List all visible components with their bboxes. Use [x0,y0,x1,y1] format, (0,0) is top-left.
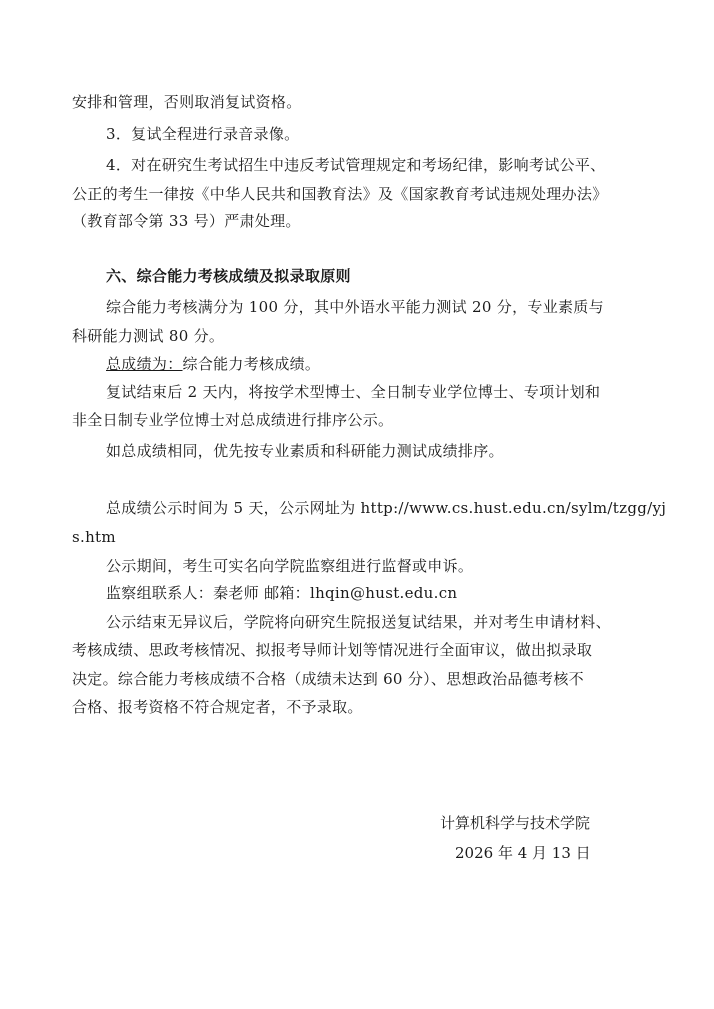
total-score-label: 总成绩为： [106,355,183,373]
section-heading: 六、综合能力考核成绩及拟录取原则 [106,267,351,285]
paragraph-line: 决定。综合能力考核成绩不合格（成绩未达到 60 分）、思想政治品德考核不 [72,670,584,688]
signature-org: 计算机科学与技术学院 [440,814,591,832]
paragraph-line: 如总成绩相同，优先按专业素质和科研能力测试成绩排序。 [106,442,504,460]
paragraph-line: 公正的考生一律按《中华人民共和国教育法》及《国家教育考试违规处理办法》 [72,185,608,203]
paragraph-line: 复试结束后 2 天内，将按学术型博士、全日制专业学位博士、专项计划和 [106,383,601,401]
paragraph-line: s.htm [72,528,116,546]
paragraph-line: 公示期间，考生可实名向学院监察组进行监督或申诉。 [106,557,474,575]
paragraph-line: 总成绩公示时间为 5 天，公示网址为 http://www.cs.hust.edu.cn/sylm/tzgg/yj [106,499,667,517]
paragraph-line: 3．复试全程进行录音录像。 [106,125,300,143]
paragraph-line: 公示结束无异议后，学院将向研究生院报送复试结果，并对考生申请材料、 [106,613,611,631]
paragraph-line: 科研能力测试 80 分。 [72,327,225,345]
paragraph-line: 4．对在研究生考试招生中违反考试管理规定和考场纪律，影响考试公平、 [106,156,606,174]
paragraph-line: 考核成绩、思政考核情况、拟报考导师计划等情况进行全面审议，做出拟录取 [72,641,593,659]
total-score-line [106,354,652,374]
paragraph-line: 安排和管理，否则取消复试资格。 [72,93,302,111]
paragraph-line: 综合能力考核满分为 100 分，其中外语水平能力测试 20 分，专业素质与 [106,298,604,316]
total-score-text: 综合能力考核成绩。 [182,355,321,373]
paragraph-line: （教育部令第 33 号）严肃处理。 [72,212,301,230]
signature-date: 2026 年 4 月 13 日 [455,844,591,862]
paragraph-line: 非全日制专业学位博士对总成绩进行排序公示。 [72,411,394,429]
paragraph-line: 合格、报考资格不符合规定者，不予录取。 [72,698,363,716]
contact-line: 监察组联系人：秦老师 邮箱：lhqin@hust.edu.cn [106,584,458,602]
